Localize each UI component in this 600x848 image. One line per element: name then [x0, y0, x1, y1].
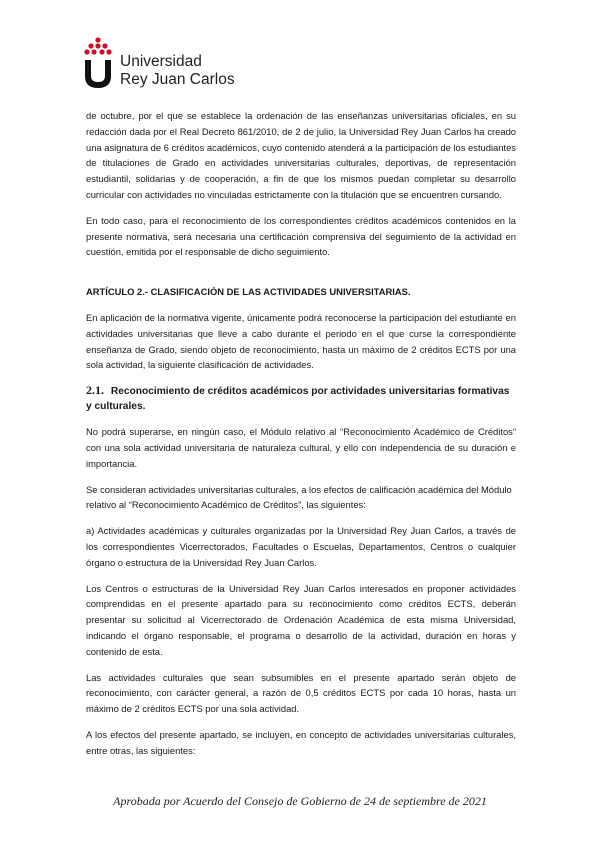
paragraph: No podrá superarse, en ningún caso, el Módulo relativo al “Reconocimiento Académico de Créditos” con una sola actividad universitaria de naturaleza cultural, y ello con independencia de su duración e importancia. — [86, 426, 516, 469]
university-emblem-icon — [82, 36, 114, 90]
section-heading — [86, 383, 516, 414]
paragraph: de octubre, por el que se establece la ordenación de las enseñanzas universitarias oficiales, en su redacción dada por el Real Decreto 861/2010, de 2 de julio, la Universidad Rey Juan Carlos ha creado una asignatura de 6 créditos académicos, cuyo contenido atenderá a la participación de los estudiantes de titulaciones de Grado en actividades universitarias culturales, deportivas, de representación estudiantil, solidarias y de cooperación, a fin de que los mismos puedan completar su desarrollo curricular con actividades no vinculadas estrictamente con la titulación que se encuentren cursando. — [86, 110, 516, 200]
page-footer: Aprobada por Acuerdo del Consejo de Gobierno de 24 de septiembre de 2021 — [113, 794, 487, 808]
paragraph: Los Centros o estructuras de la Universidad Rey Juan Carlos interesados en proponer actividades comprendidas en el presente apartado para su reconocimiento como créditos ECTS, deberán presentar su solicitud al Vicerrectorado de Ordenación Académica de esta misma Universidad, indicando el órgano responsable, el programa o desarrollo de la actividad, duración en horas y contenido de esta. — [86, 582, 516, 657]
section-number: 2.1. — [86, 383, 104, 398]
paragraph: A los efectos del presente apartado, se incluyen, en concepto de actividades universitarias culturales, entre otras, las siguientes: — [86, 728, 516, 756]
paragraph: Las actividades culturales que sean subsumibles en el presente apartado serán objeto de reconocimiento, con carácter general, a razón de 0,5 créditos ECTS por cada 10 horas, hasta un máximo de 2 créditos ECTS por una sola actividad. — [86, 671, 516, 715]
university-logo — [82, 36, 242, 92]
logo-line-2: Rey Juan Carlos — [120, 71, 235, 88]
paragraph: En todo caso, para el reconocimiento de los correspondientes créditos académicos contenidos en la presente normativa, será necesaria una certificación comprensiva del seguimiento de la actividad en cuestión, emitida por el responsable de dicho seguimiento. — [86, 214, 516, 258]
article-heading: ARTÍCULO 2.- CLASIFICACIÓN DE LAS ACTIVIDADES UNIVERSITARIAS. — [86, 286, 411, 298]
section-title: Reconocimiento de créditos académicos por actividades universitarias formativas y culturales. — [86, 386, 510, 413]
university-name — [120, 53, 235, 89]
paragraph: Se consideran actividades universitarias culturales, a los efectos de calificación académica del Módulo relativo al “Reconocimiento Académico de Créditos”, las siguientes: — [86, 483, 512, 511]
list-item: a) Actividades académicas y culturales organizadas por la Universidad Rey Juan Carlos, a través de los correspondientes Vicerrectorados, Facultades o Escuelas, Departamentos, Centros o cualquier órgano o estructura de la Universidad Rey Juan Carlos. — [86, 525, 516, 568]
logo-line-1: Universidad — [120, 53, 202, 70]
document-body — [86, 108, 516, 769]
paragraph: En aplicación de la normativa vigente, únicamente podrá reconocerse la participación del estudiante en actividades universitarias que lleve a cabo durante el periodo en el que curse la correspondiente enseñanza de Grado, siendo objeto de reconocimiento, hasta un máximo de 2 créditos ECTS por una sola actividad, la siguiente clasificación de actividades. — [86, 311, 516, 371]
